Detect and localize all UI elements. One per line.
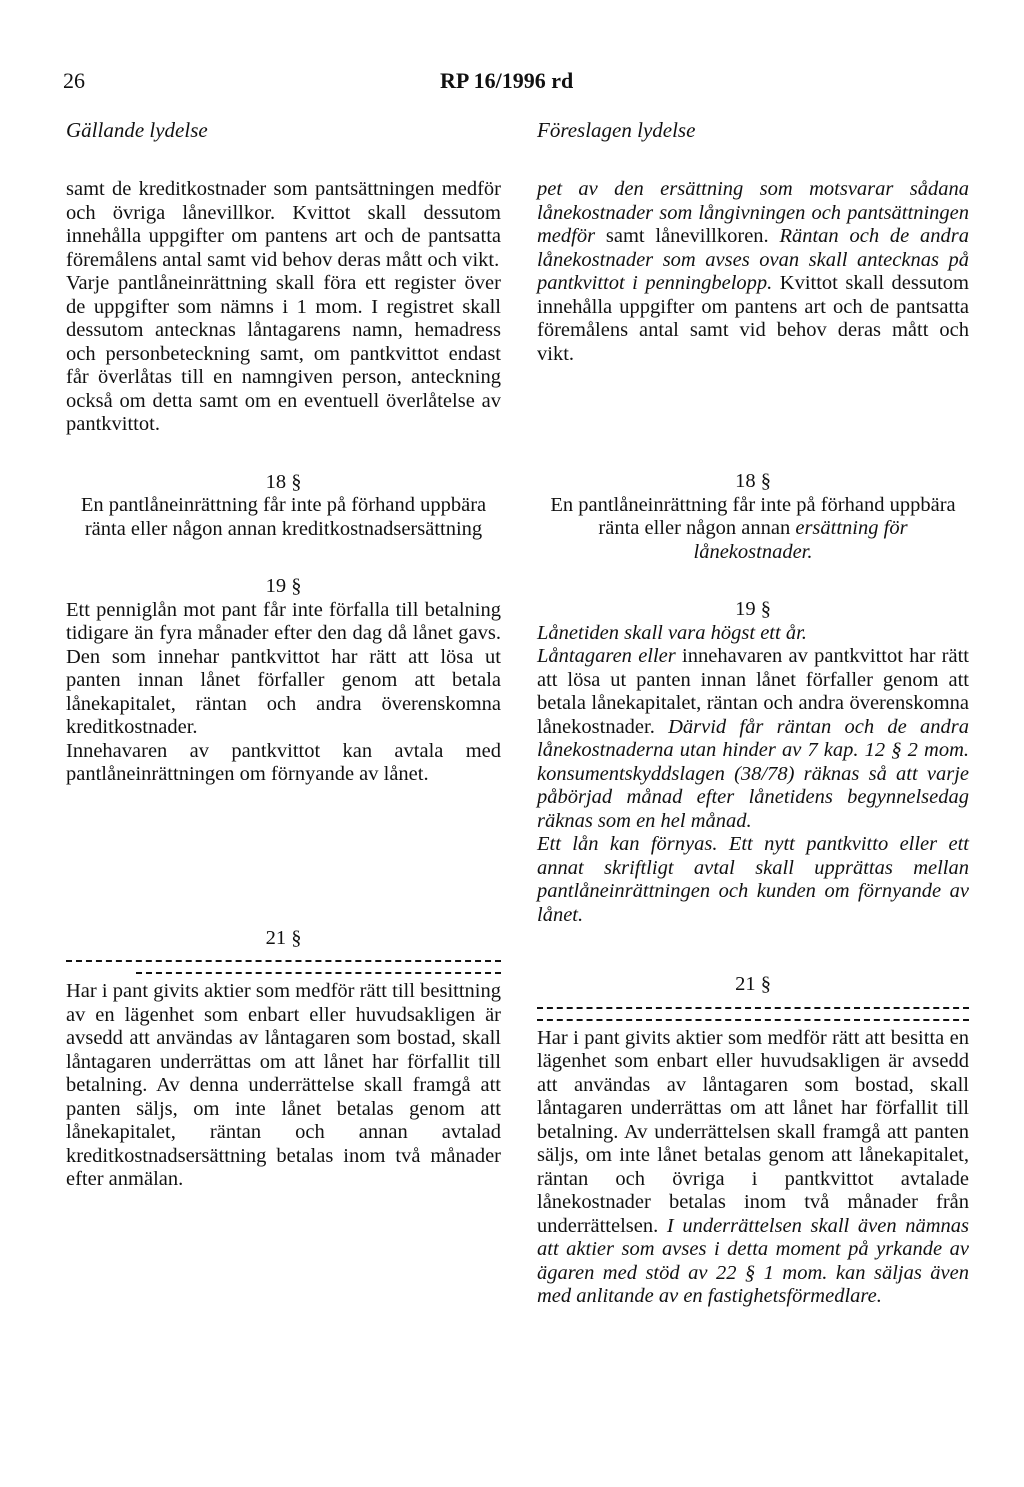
italic-text: Ett lån kan förnyas. Ett nytt pantkvitto eller ett annat skriftligt avtal skall upprättas mellan pantlåneinrättningen och kunden om förnyande av lånet. bbox=[537, 833, 969, 926]
text: Har i pant givits aktier som medför rätt att besitta en lägenhet som enbart eller huvudsakligen är avsedd att användas av låntagaren som bostad, skall låntagaren underrättas om att lånet har förfallit till betalning. Av underrättelsen skall framgå att panten säljs, om inte lånet betalas genom att lånekapitalet, räntan och övriga i pantkvittot avtalade lånekostnader betalas inom två månader från underrättelsen. bbox=[537, 1026, 969, 1237]
italic-text: Räntan och de andra lånekostnader som avses ovan skall antecknas på pantkvittot i penningbelopp. bbox=[537, 225, 969, 294]
section-number: 21 § bbox=[265, 926, 302, 949]
paragraph: Ett penniglån mot pant får inte förfalla till betalning tidigare än fyra månader efter den dag då lånet gavs. Den som innehar pantkvittot har rätt att lösa ut panten innan lånet förfaller genom att betala lånekapitalet, räntan och andra överenskomna kreditkostnader. bbox=[66, 598, 501, 738]
italic-text: pet av den ersättning som motsvarar sådana lånekostnader som långivningen och pantsättningen medför bbox=[537, 178, 969, 247]
omission-line bbox=[537, 1007, 969, 1009]
italic-text: Låntagaren eller bbox=[537, 645, 676, 667]
italic-text: Därvid får räntan och de andra lånekostnaderna utan hinder av 7 kap. 12 § 2 mom. konsumentskyddslagen (38/78) räknas så att varje påbörjad månad efter lånetidens begynnelsedag räknas som en hel månad. bbox=[537, 715, 969, 832]
section-17-current bbox=[66, 178, 501, 437]
paragraph: Varje pantlåneinrättning skall föra ett register över de uppgifter som nämns i 1 mom. I registret skall dessutom antecknas låntagarens namn, hemadress och personbeteckning samt, om pantkvittot endast får överlåtas till en namngiven person, anteckning också om detta samt om en eventuell överlåtelse av pantkvittot. bbox=[66, 272, 501, 435]
paragraph: samt de kreditkostnader som pantsättningen medför och övriga lånevillkor. Kvittot skall dessutom innehålla uppgifter om pantens art och de pantsatta föremålens antal samt vid behov deras mått och vikt. bbox=[66, 178, 501, 271]
omission-line bbox=[66, 960, 501, 962]
section-number: 18 § bbox=[735, 470, 771, 492]
text: samt lånevillkoren. bbox=[595, 225, 780, 247]
page-number: 26 bbox=[63, 68, 85, 93]
paragraph bbox=[537, 833, 969, 927]
column-heading-proposed: Föreslagen lydelse bbox=[537, 118, 696, 142]
paragraph: Har i pant givits aktier som medför rätt till besittning av en lägenhet som enbart eller huvudsakligen är avsedd att användas av låntagaren som bostad, skall låntagaren underrättas om att lånet har förfallit till betalning. Av denna underrättelse skall framgå att panten säljs, om inte lånet betalas genom att lånekapitalet, räntan och annan avtalad kreditkostnadsersättning betalas inom två månader efter anmälan. bbox=[66, 980, 501, 1190]
paragraph bbox=[537, 494, 969, 565]
section-number: 19 § bbox=[735, 598, 771, 620]
paragraph bbox=[537, 622, 969, 646]
paragraph: En pantlåneinrättning får inte på förhand uppbära ränta eller någon annan kreditkostnadsersättning bbox=[80, 494, 487, 540]
paragraph bbox=[537, 178, 969, 366]
column-proposed bbox=[537, 118, 969, 1309]
omission-line bbox=[537, 1019, 969, 1021]
column-current bbox=[66, 118, 501, 1192]
section-18-proposed bbox=[537, 470, 969, 564]
italic-text: Lånetiden skall vara högst ett år. bbox=[537, 621, 807, 644]
paragraph bbox=[537, 645, 969, 833]
paragraph bbox=[537, 1027, 969, 1309]
section-number: 21 § bbox=[735, 973, 771, 995]
column-heading-current: Gällande lydelse bbox=[66, 118, 208, 142]
section-18-current bbox=[66, 471, 501, 542]
section-21-proposed bbox=[537, 973, 969, 1309]
text: Kvittot skall dessutom innehålla uppgifter om pantens art och de pantsatta föremålens antal samt vid behov deras mått och vikt. bbox=[537, 272, 970, 365]
section-21-current bbox=[66, 927, 501, 1192]
italic-text: I underrättelsen skall även nämnas att aktier som avses i detta moment på yrkande av ägaren med stöd av 22 § 1 mom. kan säljas även med anlitande av en fastighetsförmedlare. bbox=[537, 1214, 969, 1307]
paragraph: Innehavaren av pantkvittot kan avtala med pantlåneinrättningen om förnyande av lånet. bbox=[66, 739, 501, 785]
section-17-proposed bbox=[537, 178, 969, 366]
section-number: 19 § bbox=[265, 575, 302, 597]
running-head: RP 16/1996 rd bbox=[440, 68, 574, 93]
section-19-proposed bbox=[537, 598, 969, 927]
omission-line bbox=[136, 972, 501, 974]
section-number: 18 § bbox=[265, 470, 302, 493]
section-19-current bbox=[66, 575, 501, 787]
text: innehavaren av pantkvittot har rätt att lösa ut panten innan lånet förfaller genom att betala lånekapitalet, räntan och andra överenskomna lånekostnader. bbox=[537, 645, 969, 738]
italic-text: ersättning för lånekostnader. bbox=[693, 517, 908, 563]
text: En pantlåneinrättning får inte på förhand uppbära ränta eller någon annan bbox=[550, 493, 956, 539]
